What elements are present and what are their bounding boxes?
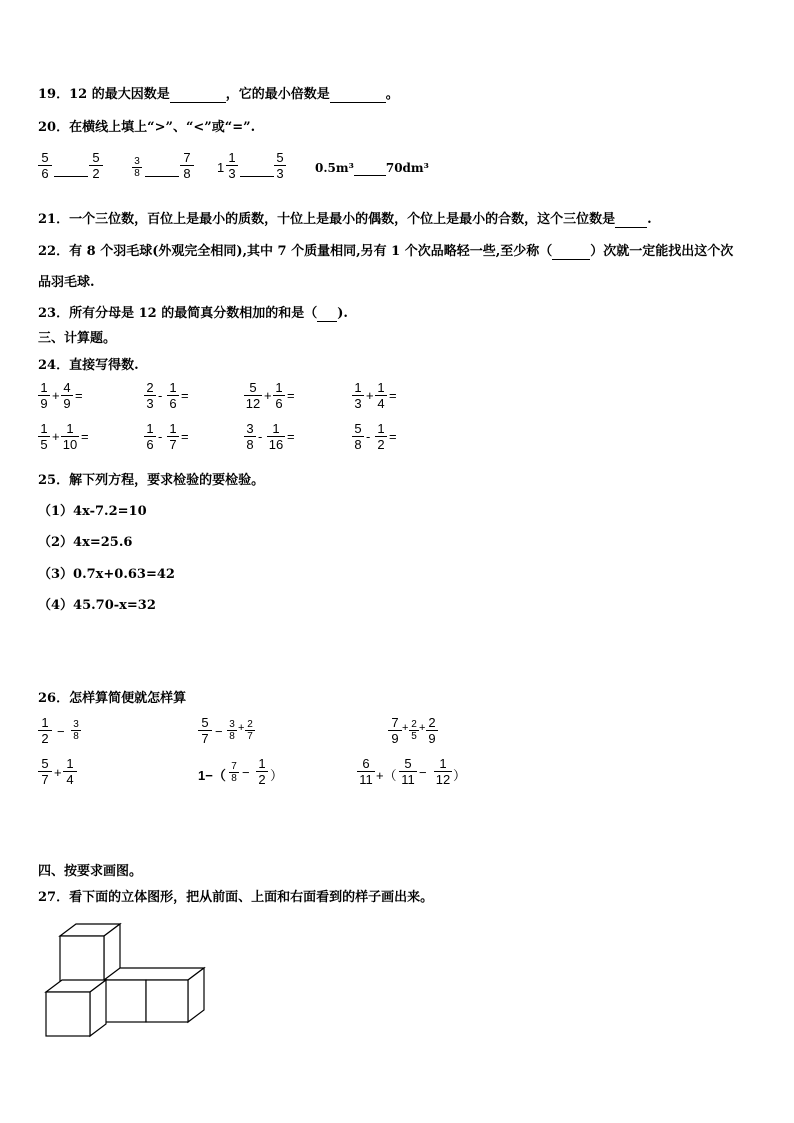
q19-blank-2[interactable] bbox=[330, 87, 386, 103]
operator: - bbox=[158, 388, 163, 403]
fraction: 1 10 bbox=[62, 421, 78, 452]
operator: − bbox=[57, 724, 65, 739]
q23-blank[interactable] bbox=[317, 306, 337, 322]
fraction: 1 2 bbox=[256, 756, 268, 787]
fraction: 1 6 bbox=[144, 421, 156, 452]
cube-figure bbox=[40, 920, 220, 1045]
fraction: 1 4 bbox=[63, 756, 77, 787]
fraction: 1 9 bbox=[38, 380, 50, 411]
operator: + bbox=[402, 722, 409, 734]
fraction: 5 2 bbox=[89, 150, 103, 181]
fraction: 1 7 bbox=[167, 421, 179, 452]
operator: + bbox=[54, 765, 62, 780]
cube-face bbox=[60, 936, 104, 984]
equals-sign: = bbox=[389, 429, 397, 444]
section-heading: 四、按要求画图。 bbox=[38, 864, 143, 879]
operator: + bbox=[238, 722, 245, 734]
operator: 1−（ bbox=[198, 768, 226, 783]
equals-sign: = bbox=[181, 429, 189, 444]
equals-sign: = bbox=[287, 429, 295, 444]
equation-item: （3）0.7x+0.63=42 bbox=[38, 567, 175, 582]
operator: + bbox=[419, 722, 426, 734]
section-heading: 三、计算题。 bbox=[38, 331, 117, 346]
q19-mid: ，它的最小倍数是 bbox=[225, 87, 330, 102]
fraction: 5 12 bbox=[245, 380, 261, 411]
fraction: 1 5 bbox=[38, 421, 50, 452]
operator: - bbox=[366, 429, 371, 444]
fraction: 2 5 bbox=[409, 719, 419, 742]
fraction: 1 16 bbox=[268, 421, 284, 452]
fraction: 2 7 bbox=[245, 719, 255, 742]
fraction: 1 3 bbox=[226, 150, 238, 181]
fraction: 5 8 bbox=[352, 421, 364, 452]
fraction: 2 9 bbox=[426, 715, 438, 746]
equation-item: （2）4x=25.6 bbox=[38, 535, 133, 550]
fraction: 3 8 bbox=[227, 719, 237, 742]
fraction: 3 8 bbox=[71, 719, 81, 742]
operator: ） bbox=[453, 768, 467, 783]
fraction: 3 8 bbox=[244, 421, 256, 452]
fraction: 1 2 bbox=[38, 715, 52, 746]
fraction: 4 9 bbox=[61, 380, 73, 411]
q21-blank[interactable] bbox=[615, 212, 647, 228]
fraction: 7 8 bbox=[229, 761, 239, 784]
q24-label: 24．直接写得数. bbox=[38, 358, 139, 373]
q19 bbox=[38, 83, 399, 103]
fraction: 1 2 bbox=[375, 421, 387, 452]
operator: − bbox=[215, 724, 223, 739]
equation-item: （1）4x-7.2=10 bbox=[38, 504, 147, 519]
q20-label: 20．在横线上填上“>”、“<”或“=”. bbox=[38, 120, 256, 135]
q26-label: 26．怎样算简便就怎样算 bbox=[38, 691, 187, 706]
fraction: 5 7 bbox=[38, 756, 52, 787]
answer-blank[interactable] bbox=[145, 176, 179, 177]
equation-item: （4）45.70-x=32 bbox=[38, 598, 156, 613]
q22-line1: 22．有 8 个羽毛球(外观完全相同),其中 7 个质量相同,另有 1 个次品略轻一些,至少称（ ）次就一定能找出这个次 bbox=[38, 244, 734, 259]
fraction: 1 6 bbox=[273, 380, 285, 411]
fraction: 1 12 bbox=[435, 756, 451, 787]
answer-blank[interactable] bbox=[240, 176, 274, 177]
q19-blank-1[interactable] bbox=[170, 87, 226, 103]
q22-blank[interactable] bbox=[552, 244, 590, 260]
q20-volume-compare: 0.5m³ 70dm³ bbox=[315, 161, 429, 175]
fraction: 2 3 bbox=[144, 380, 156, 411]
operator: + bbox=[52, 388, 60, 403]
q27-label: 27．看下面的立体图形，把从前面、上面和右面看到的样子画出来。 bbox=[38, 890, 434, 905]
fraction: 5 11 bbox=[399, 756, 417, 787]
fraction: 7 8 bbox=[180, 150, 194, 181]
answer-blank[interactable] bbox=[54, 176, 88, 177]
fraction: 7 9 bbox=[388, 715, 402, 746]
fraction: 3 8 bbox=[132, 156, 142, 179]
operator: - bbox=[258, 429, 263, 444]
q22-line2: 品羽毛球. bbox=[38, 275, 95, 290]
equals-sign: = bbox=[81, 429, 89, 444]
fraction: 5 3 bbox=[274, 150, 286, 181]
fraction: 1 3 bbox=[352, 380, 364, 411]
fraction: 1 6 bbox=[167, 380, 179, 411]
answer-blank[interactable] bbox=[354, 161, 386, 176]
equals-sign: = bbox=[287, 388, 295, 403]
fraction: 5 7 bbox=[198, 715, 212, 746]
cube-face bbox=[104, 980, 146, 1022]
cube-face bbox=[146, 980, 188, 1022]
operator: − bbox=[242, 765, 250, 780]
whole-number: 1 bbox=[217, 160, 225, 175]
q19-label: 19．12 的最大因数是 bbox=[38, 87, 170, 102]
operator: + bbox=[366, 388, 374, 403]
operator: + bbox=[52, 429, 60, 444]
operator: ） bbox=[270, 768, 284, 783]
cube-face bbox=[104, 968, 204, 980]
operator: - bbox=[158, 429, 163, 444]
equals-sign: = bbox=[389, 388, 397, 403]
fraction: 6 11 bbox=[357, 756, 375, 787]
fraction: 5 6 bbox=[38, 150, 52, 181]
operator: +（ bbox=[376, 768, 397, 783]
fraction: 1 4 bbox=[375, 380, 387, 411]
q19-end: 。 bbox=[385, 87, 399, 102]
operator: + bbox=[264, 388, 272, 403]
cube-face bbox=[46, 992, 90, 1036]
equals-sign: = bbox=[181, 388, 189, 403]
q21-label: 21．一个三位数，百位上是最小的质数，十位上是最小的偶数，个位上是最小的合数，这个三位数是 bbox=[38, 212, 616, 227]
operator: − bbox=[419, 765, 427, 780]
q21: 21．一个三位数，百位上是最小的质数，十位上是最小的偶数，个位上是最小的合数，这个三位数是 . bbox=[38, 212, 652, 227]
q25-label: 25．解下列方程，要求检验的要检验。 bbox=[38, 473, 265, 488]
equals-sign: = bbox=[75, 388, 83, 403]
q23: 23．所有分母是 12 的最简真分数相加的和是（ ). bbox=[38, 306, 348, 321]
